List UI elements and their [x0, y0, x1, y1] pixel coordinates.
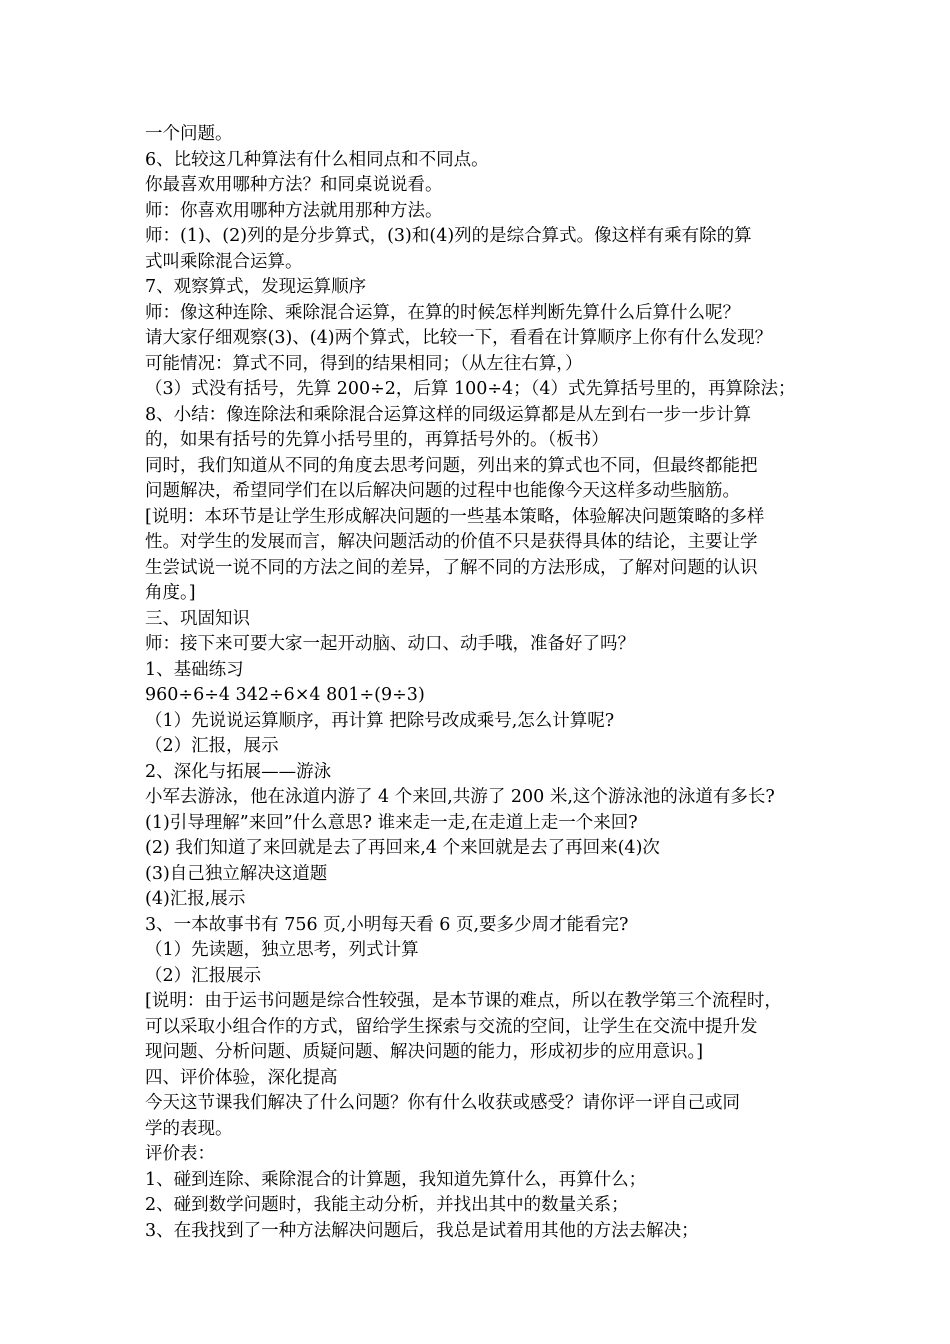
text-line: 评价表：: [145, 1144, 215, 1164]
text-line: 师：接下来可要大家一起开动脑、动口、动手哦，准备好了吗？: [145, 634, 635, 654]
text-line: 角度。]: [145, 583, 196, 603]
text-line: (2) 我们知道了来回就是去了再回来,4 个来回就是去了再回来(4)次: [145, 838, 660, 858]
text-line: 2、深化与拓展——游泳: [145, 761, 332, 782]
text-line: 你最喜欢用哪种方法？和同桌说说看。: [145, 175, 443, 195]
text-line: 7、观察算式，发现运算顺序: [145, 277, 367, 297]
text-line: [说明：本环节是让学生形成解决问题的一些基本策略，体验解决问题策略的多样: [145, 506, 765, 527]
text-line: 师：像这种连除、乘除混合运算，在算的时候怎样判断先算什么后算什么呢？: [145, 302, 740, 323]
text-line: 可能情况：算式不同，得到的结果相同；（从左往右算，）: [145, 353, 583, 374]
text-line: 性。对学生的发展而言，解决问题活动的价值不只是获得具体的结论，主要让学: [145, 532, 758, 552]
text-line: 的，如果有括号的先算小括号里的，再算括号外的。（板书）: [145, 430, 609, 450]
text-line: （1）先说说运算顺序，再计算 把除号改成乘号,怎么计算呢?: [145, 710, 615, 731]
text-line: （2）汇报，展示: [145, 736, 279, 756]
text-line: 8、小结：像连除法和乘除混合运算这样的同级运算都是从左到右一步一步计算: [145, 404, 752, 425]
text-line: (4)汇报,展示: [145, 889, 246, 909]
text-line: （3）式没有括号，先算 200÷2，后算 100÷4；（4）式先算括号里的，再算除法；: [145, 379, 796, 399]
text-line: 3、一本故事书有 756 页,小明每天看 6 页,要多少周才能看完?: [145, 914, 629, 935]
text-line: 3、在我找到了一种方法解决问题后，我总是试着用其他的方法去解决；: [145, 1220, 699, 1241]
text-line: 同时，我们知道从不同的角度去思考问题，列出来的算式也不同，但最终都能把: [145, 455, 758, 476]
text-line: 2、碰到数学问题时，我能主动分析，并找出其中的数量关系；: [145, 1195, 629, 1215]
text-line: 一个问题。: [145, 124, 233, 144]
section-heading: 三、巩固知识: [145, 608, 250, 629]
text-line: 师：(1)、(2)列的是分步算式，(3)和(4)列的是综合算式。像这样有乘有除的算: [145, 226, 752, 246]
text-line: (3)自己独立解决这道题: [145, 863, 328, 884]
text-line: 师：你喜欢用哪种方法就用那种方法。: [145, 200, 443, 221]
text-line: 今天这节课我们解决了什么问题？你有什么收获或感受？请你评一评自己或同: [145, 1093, 740, 1113]
text-line: 现问题、分析问题、质疑问题、解决问题的能力，形成初步的应用意识。]: [145, 1042, 704, 1062]
document-body: [145, 122, 813, 1244]
text-line: [说明：由于运书问题是综合性较强，是本节课的难点，所以在教学第三个流程时，: [145, 991, 782, 1011]
text-line: 小军去游泳，他在泳道内游了 4 个来回,共游了 200 米,这个游泳池的泳道有多长?: [145, 787, 775, 807]
text-line: 1、基础练习: [145, 659, 244, 680]
text-line: 1、碰到连除、乘除混合的计算题，我知道先算什么，再算什么；: [145, 1169, 647, 1190]
text-line: 可以采取小组合作的方式，留给学生探索与交流的空间，让学生在交流中提升发: [145, 1016, 758, 1037]
text-line: (1)引导理解”来回”什么意思? 谁来走一走,在走道上走一个来回?: [145, 812, 638, 833]
text-line: 学的表现。: [145, 1118, 233, 1139]
text-line: 生尝试说一说不同的方法之间的差异，了解不同的方法形成，了解对问题的认识: [145, 557, 758, 578]
text-line: 问题解决，希望同学们在以后解决问题的过程中也能像今天这样多动些脑筋。: [145, 481, 740, 501]
text-line: （2）汇报展示: [145, 965, 262, 986]
text-line: 6、比较这几种算法有什么相同点和不同点。: [145, 149, 489, 170]
section-heading: 四、评价体验，深化提高: [145, 1067, 338, 1088]
text-line: 960÷6÷4 342÷6×4 801÷(9÷3): [145, 685, 425, 705]
text-line: 请大家仔细观察(3)、(4)两个算式，比较一下，看看在计算顺序上你有什么发现？: [145, 328, 773, 348]
text-line: （1）先读题，独立思考，列式计算: [145, 940, 419, 960]
text-line: 式叫乘除混合运算。: [145, 251, 303, 272]
